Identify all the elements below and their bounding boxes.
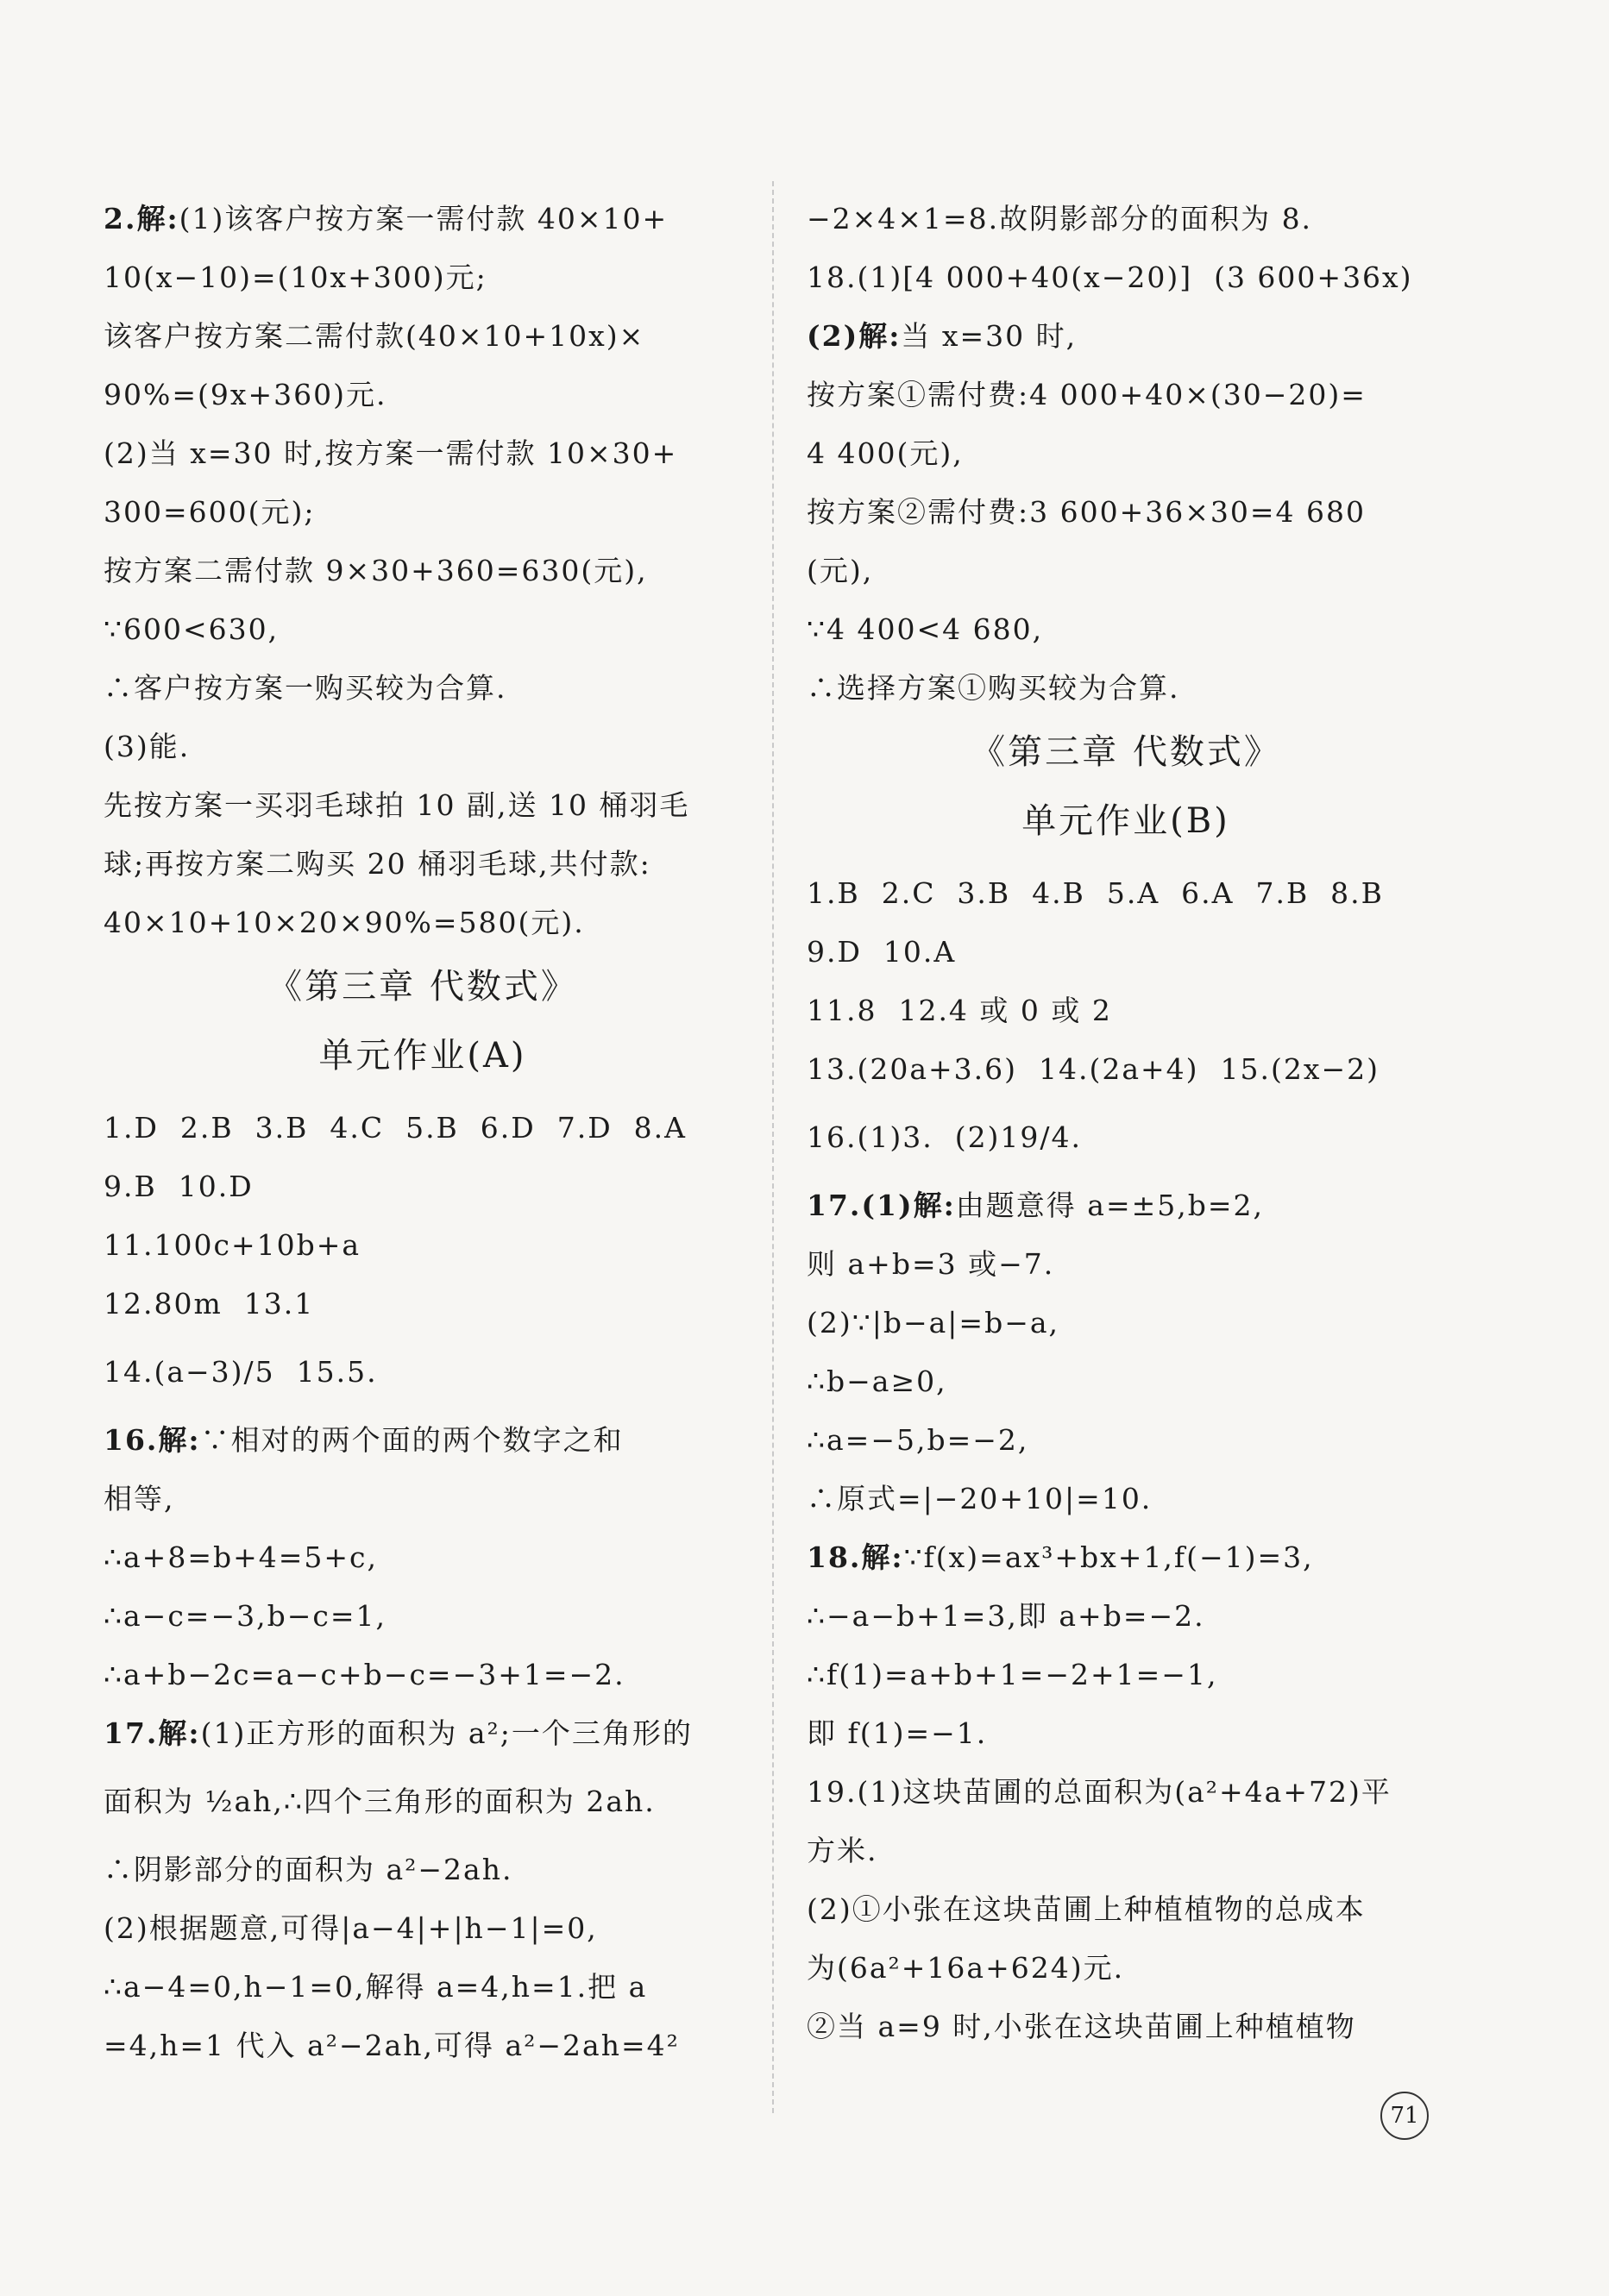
- answer-text: (2)∵|b−a|=b−a,: [807, 1306, 1060, 1339]
- answer-label: 16.解:: [104, 1423, 201, 1457]
- answer-label: 18.解:: [807, 1540, 904, 1574]
- left-column-line: [104, 1841, 742, 1899]
- answer-text: 18.(1)[4 000+40(x−20)] (3 600+36x): [807, 260, 1413, 294]
- answer-text: ②当 a=9 时,小张在这块苗圃上种植植物: [807, 2010, 1356, 2043]
- left-column-line: [104, 1157, 742, 1216]
- right-column-line: [807, 1176, 1445, 1235]
- left-column-line: [104, 1411, 742, 1470]
- answer-text: 按方案②需付费:3 600+36×30=4 680: [807, 495, 1366, 529]
- left-column-line: [104, 1099, 742, 1157]
- answer-text: 14.(a−3)/5 15.5.: [104, 1355, 378, 1389]
- right-column-line: [807, 1411, 1445, 1470]
- answer-text: ∴选择方案①购买较为合算.: [807, 671, 1180, 705]
- left-column-line: [104, 835, 742, 894]
- right-column-line: [807, 190, 1445, 248]
- right-column-line: [807, 659, 1445, 718]
- answer-text: 方米.: [807, 1834, 878, 1867]
- right-column-line: [807, 1099, 1445, 1176]
- left-column-line: [104, 248, 742, 307]
- answer-text: 9.D 10.A: [807, 935, 957, 969]
- answer-label: 2.解:: [104, 202, 179, 235]
- answer-text: 先按方案一买羽毛球拍 10 副,送 10 桶羽毛: [104, 788, 690, 822]
- answer-text: ∴a−4=0,h−1=0,解得 a=4,h=1.把 a: [104, 1970, 648, 2004]
- answer-text: =4,h=1 代入 a²−2ah,可得 a²−2ah=4²: [104, 2029, 680, 2062]
- answer-text: 11.100c+10b+a: [104, 1228, 361, 1262]
- page-number: 71: [1380, 2092, 1429, 2140]
- left-column-line: [104, 1763, 742, 1841]
- right-column-line: [807, 1646, 1445, 1704]
- answer-text: ∵f(x)=ax³+bx+1,f(−1)=3,: [903, 1540, 1314, 1574]
- left-column-line: [104, 1704, 742, 1763]
- right-column-line: [807, 1528, 1445, 1587]
- answer-text: 90%=(9x+360)元.: [104, 378, 387, 411]
- section-subtitle: 单元作业(B): [1021, 801, 1230, 841]
- answer-text: (1)该客户按方案一需付款 40×10+: [179, 202, 669, 235]
- answer-text: ∴原式=|−20+10|=10.: [807, 1482, 1153, 1515]
- left-column-line: [104, 424, 742, 483]
- section-subtitle: 单元作业(A): [318, 1036, 527, 1076]
- left-column-line: [104, 1333, 742, 1411]
- answer-text: ∴a+8=b+4=5+c,: [104, 1540, 379, 1574]
- left-column-line: [104, 1587, 742, 1646]
- left-column-line: [104, 1275, 742, 1333]
- right-column-line: [807, 1352, 1445, 1411]
- right-column-line: [807, 1294, 1445, 1352]
- answer-text: 1.B 2.C 3.B 4.B 5.A 6.A 7.B 8.B: [807, 876, 1384, 910]
- answer-text: 4 400(元),: [807, 436, 964, 470]
- answer-text: 相等,: [104, 1482, 175, 1515]
- right-column-line: [807, 864, 1445, 923]
- left-column-line: [104, 1899, 742, 1958]
- right-column-line: [807, 1587, 1445, 1646]
- answer-text: ∴f(1)=a+b+1=−2+1=−1,: [807, 1658, 1218, 1691]
- answer-text: 球;再按方案二购买 20 桶羽毛球,共付款:: [104, 847, 651, 881]
- left-column-line: [104, 894, 742, 952]
- column-divider: [772, 181, 774, 2113]
- answer-text: 当 x=30 时,: [901, 319, 1078, 353]
- answer-text: ∴−a−b+1=3,即 a+b=−2.: [807, 1599, 1205, 1633]
- answer-text: −2×4×1=8.故阴影部分的面积为 8.: [807, 202, 1313, 235]
- answer-text: 按方案二需付款 9×30+360=630(元),: [104, 554, 648, 587]
- left-column-line: [104, 366, 742, 424]
- left-column-line: [104, 1646, 742, 1704]
- answer-text: 即 f(1)=−1.: [807, 1716, 988, 1750]
- right-column-line: [807, 1880, 1445, 1939]
- left-column-line: [104, 659, 742, 718]
- answer-text: ∴b−a≥0,: [807, 1364, 947, 1398]
- left-column-line: [104, 718, 742, 776]
- answer-text: ∴阴影部分的面积为 a²−2ah.: [104, 1853, 513, 1886]
- right-column-line: [807, 366, 1445, 424]
- answer-text: 1.D 2.B 3.B 4.C 5.B 6.D 7.D 8.A: [104, 1111, 687, 1145]
- answer-text: 由题意得 a=±5,b=2,: [955, 1189, 1265, 1222]
- answer-text: 12.80m 13.1: [104, 1287, 315, 1321]
- right-column-line: [807, 1704, 1445, 1763]
- answer-text: 9.B 10.D: [104, 1170, 254, 1203]
- answer-text: 300=600(元);: [104, 495, 316, 529]
- answer-text: 11.8 12.4 或 0 或 2: [807, 994, 1112, 1027]
- right-column-line: [807, 1822, 1445, 1880]
- right-column: [807, 190, 1445, 2056]
- right-column-line: [807, 1998, 1445, 2056]
- answer-text: 面积为 ½ah,∴四个三角形的面积为 2ah.: [104, 1785, 656, 1818]
- right-column-line: [807, 424, 1445, 483]
- right-column-line: [807, 1763, 1445, 1822]
- left-column-line: [104, 2017, 742, 2075]
- right-column-line: [807, 542, 1445, 600]
- answer-text: ∴a+b−2c=a−c+b−c=−3+1=−2.: [104, 1658, 625, 1691]
- answer-text: ∴a=−5,b=−2,: [807, 1423, 1029, 1457]
- answer-text: ∵600<630,: [104, 612, 280, 646]
- right-column-line: [807, 1939, 1445, 1998]
- answer-text: 13.(20a+3.6) 14.(2a+4) 15.(2x−2): [807, 1052, 1380, 1086]
- left-column-line: [104, 1216, 742, 1275]
- answer-text: (1)正方形的面积为 a²;一个三角形的: [200, 1716, 693, 1750]
- answer-text: (2)根据题意,可得|a−4|+|h−1|=0,: [104, 1911, 598, 1945]
- answer-text: ∴a−c=−3,b−c=1,: [104, 1599, 387, 1633]
- left-column-line: [104, 776, 742, 835]
- right-column-line: [807, 1235, 1445, 1294]
- right-column-line: [807, 600, 1445, 659]
- answer-text: (3)能.: [104, 730, 191, 763]
- left-column-line: [104, 1528, 742, 1587]
- left-column-line: [104, 600, 742, 659]
- right-column-line: [807, 923, 1445, 982]
- right-column-line: [807, 307, 1445, 366]
- answer-text: ∵4 400<4 680,: [807, 612, 1044, 646]
- answer-text: ∵相对的两个面的两个数字之和: [200, 1423, 624, 1457]
- answer-text: (元),: [807, 554, 874, 587]
- answer-label: 17.解:: [104, 1716, 201, 1750]
- right-column-line: [807, 1040, 1445, 1099]
- right-column-line: [807, 982, 1445, 1040]
- left-column: [104, 190, 742, 2075]
- answer-text: 则 a+b=3 或−7.: [807, 1247, 1055, 1281]
- left-column-line: [104, 542, 742, 600]
- answer-text: ∴客户按方案一购买较为合算.: [104, 671, 507, 705]
- section-title: 《第三章 代数式》: [971, 732, 1281, 772]
- left-column-line: [104, 190, 742, 248]
- answer-label: 17.(1)解:: [807, 1189, 956, 1222]
- right-column-line: [807, 248, 1445, 307]
- right-column-line: [807, 1470, 1445, 1528]
- answer-label: (2)解:: [807, 319, 902, 353]
- answer-text: 10(x−10)=(10x+300)元;: [104, 260, 487, 294]
- answer-text: 该客户按方案二需付款(40×10+10x)×: [104, 319, 645, 353]
- right-column-line: [807, 483, 1445, 542]
- left-column-line: [104, 1470, 742, 1528]
- answer-text: 16.(1)3. (2)19/4.: [807, 1120, 1083, 1154]
- answer-text: 19.(1)这块苗圃的总面积为(a²+4a+72)平: [807, 1775, 1392, 1809]
- section-title: 《第三章 代数式》: [267, 967, 578, 1007]
- answer-text: 40×10+10×20×90%=580(元).: [104, 906, 585, 939]
- answer-text: (2)当 x=30 时,按方案一需付款 10×30+: [104, 436, 678, 470]
- left-column-line: [104, 307, 742, 366]
- left-column-line: [104, 483, 742, 542]
- left-column-line: [104, 1958, 742, 2017]
- answer-text: 按方案①需付费:4 000+40×(30−20)=: [807, 378, 1367, 411]
- answer-text: 为(6a²+16a+624)元.: [807, 1951, 1125, 1985]
- answer-text: (2)①小张在这块苗圃上种植植物的总成本: [807, 1892, 1366, 1926]
